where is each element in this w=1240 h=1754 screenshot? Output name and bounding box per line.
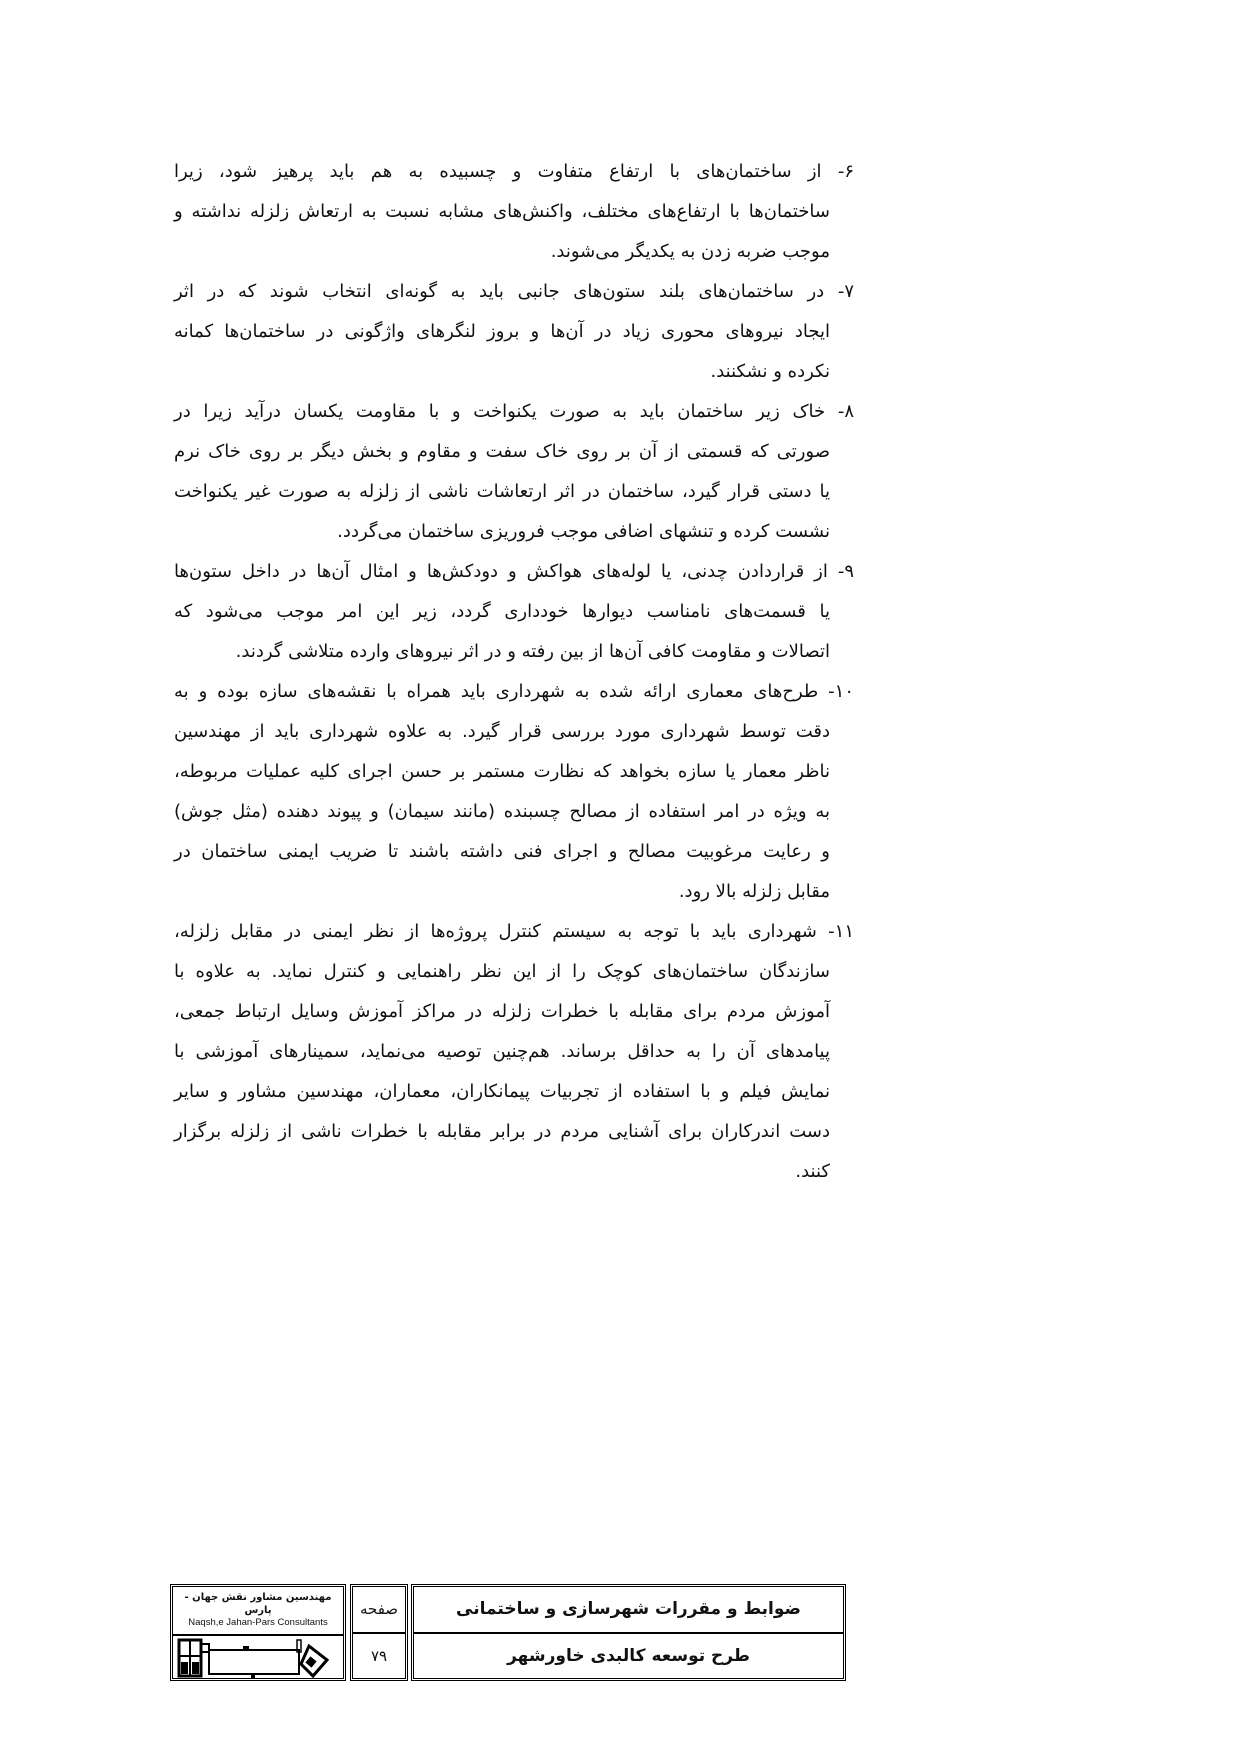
company-name-fa: مهندسین مشاور نقش جهان - پارس: [184, 1592, 332, 1616]
text-line: دقت توسط شهرداری مورد بررسی قرار گیرد. به علاوه شهرداری باید از مهندسین: [174, 721, 830, 742]
text-line: یا دستی قرار گیرد، ساختمان در اثر ارتعاشات ناشی از زلزله به صورت غیر یکنواخت: [174, 481, 830, 502]
document-body: [174, 152, 854, 1192]
page-number: ۷۹: [353, 1632, 405, 1679]
project-title: طرح توسعه کالبدی خاورشهر: [414, 1632, 843, 1679]
page-label: صفحه: [359, 1600, 399, 1618]
list-item: [174, 272, 854, 392]
list-item: [174, 152, 854, 272]
text-line: ۱۰- طرح‌های معماری ارائه شده به شهرداری باید همراه با نقشه‌های سازه بوده و به: [174, 681, 854, 702]
text-line: نشست کرده و تنشهای اضافی موجب فروریزی ساختمان می‌گردد.: [337, 521, 830, 542]
page-footer: [170, 1584, 846, 1681]
text-line: دست اندرکاران برای آشنایی مردم در برابر مقابله با خطرات ناشی از زلزله برگزار: [174, 1121, 830, 1142]
text-line: موجب ضربه زدن به یکدیگر می‌شوند.: [550, 241, 830, 262]
text-line: ساختمان‌ها با ارتفاع‌های مختلف، واکنش‌های مشابه نسبت به ارتعاش زلزله نداشته و: [174, 201, 830, 222]
text-line: سازندگان ساختمان‌های کوچک را از این نظر راهنمایی و کنترل نماید. به علاوه با: [174, 961, 830, 982]
document-title-box: [411, 1584, 846, 1681]
text-line: ناظر معمار یا سازه بخواهد که نظارت مستمر بر حسن اجرای کلیه عملیات مربوطه،: [174, 761, 830, 782]
text-line: آموزش مردم برای مقابله با خطرات زلزله در مراکز آموزش وسایل ارتباط جمعی،: [174, 1001, 830, 1022]
company-logo-icon: [173, 1634, 343, 1681]
page-number-box: [350, 1584, 408, 1681]
text-line: کنند.: [795, 1161, 830, 1182]
text-line: به ویژه در امر استفاده از مصالح چسبنده (مانند سیمان) و پیوند دهنده (مثل جوش): [174, 801, 830, 822]
text-line: نمایش فیلم و با استفاده از تجربیات پیمانکاران، معماران، مهندسین مشاور و سایر: [174, 1081, 830, 1102]
company-name-en: Naqsh,e Jahan-Pars Consultants: [188, 1617, 328, 1628]
text-line: صورتی که قسمتی از آن بر روی خاک سفت و مقاوم و بخش دیگر بر روی خاک نرم: [174, 441, 830, 462]
text-line: ۶- از ساختمان‌های با ارتفاع متفاوت و چسبیده به هم باید پرهیز شود، زیرا: [174, 161, 854, 182]
text-line: یا قسمت‌های نامناسب دیوارها خودداری گردد، زیر این امر موجب می‌شود که: [174, 601, 830, 622]
text-line: ۸- خاک زیر ساختمان باید به صورت یکنواخت و با مقاومت یکسان درآید زیرا در: [174, 401, 854, 422]
text-line: و رعایت مرغوبیت مصالح و اجرای فنی داشته باشند تا ضریب ایمنی ساختمان در: [174, 841, 830, 862]
text-line: ۷- در ساختمان‌های بلند ستون‌های جانبی باید به گونه‌ای انتخاب شوند که در اثر: [174, 281, 854, 302]
text-line: ۹- از قراردادن چدنی، یا لوله‌های هواکش و دودکش‌ها و امثال آن‌ها در داخل ستون‌ها: [174, 561, 854, 582]
text-line: اتصالات و مقاومت کافی آن‌ها از بین رفته و در اثر نیروهای وارده متلاشی گردند.: [235, 641, 830, 662]
text-line: مقابل زلزله بالا رود.: [678, 881, 830, 902]
list-item: [174, 672, 854, 912]
list-item: [174, 912, 854, 1192]
text-line: ۱۱- شهرداری باید با توجه به سیستم کنترل پروژه‌ها از نظر ایمنی در مقابل زلزله،: [174, 921, 854, 942]
text-line: ایجاد نیروهای محوری زیاد در آن‌ها و بروز لنگرهای واژگونی در ساختمان‌ها کمانه: [174, 321, 830, 342]
list-item: [174, 552, 854, 672]
list-item: [174, 392, 854, 552]
text-line: پیامدهای آن را به حداقل برساند. هم‌چنین توصیه می‌نماید، سمینارهای آموزشی با: [174, 1041, 830, 1062]
company-box: [170, 1584, 346, 1681]
document-title: ضوابط و مقررات شهرسازی و ساختمانی: [456, 1599, 801, 1619]
text-line: نکرده و نشکنند.: [710, 361, 830, 382]
